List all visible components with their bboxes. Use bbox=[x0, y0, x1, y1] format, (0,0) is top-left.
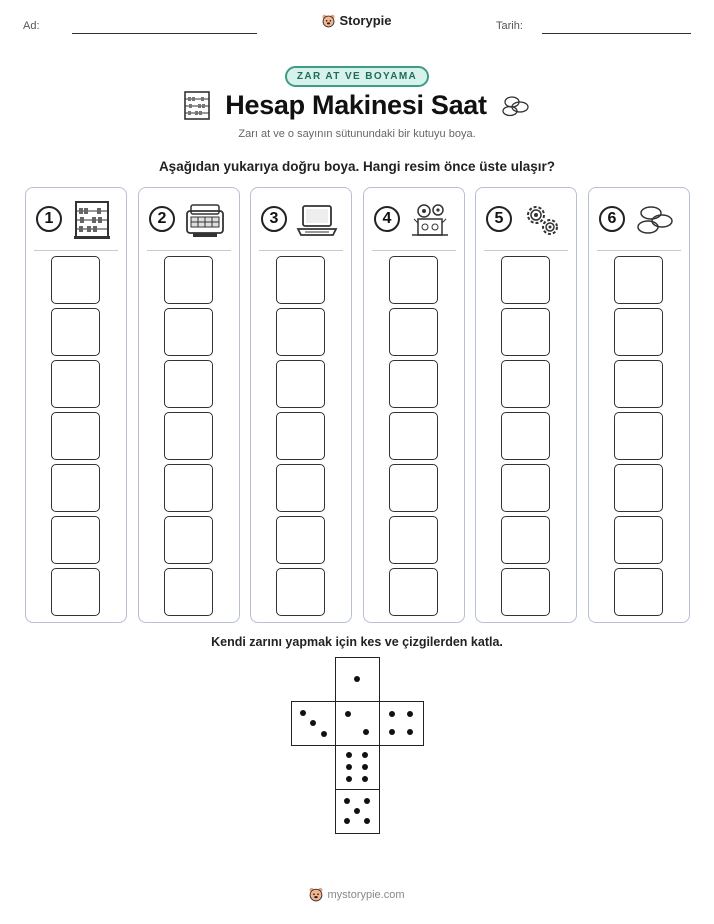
color-box[interactable] bbox=[164, 516, 213, 564]
dice-pip bbox=[389, 729, 395, 735]
color-box[interactable] bbox=[51, 360, 100, 408]
color-box[interactable] bbox=[51, 256, 100, 304]
color-box[interactable] bbox=[164, 308, 213, 356]
color-box[interactable] bbox=[389, 568, 438, 616]
column-header bbox=[139, 198, 239, 242]
color-box[interactable] bbox=[501, 360, 550, 408]
subtitle: Zarı at ve o sayının sütunundaki bir kutuyu boya. bbox=[238, 128, 476, 140]
column-divider bbox=[147, 250, 231, 251]
dice-pip bbox=[363, 729, 369, 735]
color-box[interactable] bbox=[501, 256, 550, 304]
color-box[interactable] bbox=[276, 568, 325, 616]
dice-pip bbox=[300, 710, 306, 716]
color-box[interactable] bbox=[389, 256, 438, 304]
column-1 bbox=[25, 187, 127, 623]
color-box[interactable] bbox=[51, 464, 100, 512]
column-divider bbox=[484, 250, 568, 251]
color-box[interactable] bbox=[614, 516, 663, 564]
dice-pip bbox=[321, 731, 327, 737]
color-box[interactable] bbox=[276, 360, 325, 408]
column-5 bbox=[475, 187, 577, 623]
date-label: Tarih: bbox=[496, 20, 523, 32]
color-box[interactable] bbox=[276, 256, 325, 304]
brand-logo bbox=[0, 13, 714, 33]
color-box[interactable] bbox=[501, 568, 550, 616]
color-box[interactable] bbox=[501, 412, 550, 460]
column-6 bbox=[588, 187, 690, 623]
dice-pip bbox=[345, 711, 351, 717]
color-box[interactable] bbox=[51, 516, 100, 564]
color-box[interactable] bbox=[501, 516, 550, 564]
color-box[interactable] bbox=[276, 412, 325, 460]
color-box[interactable] bbox=[389, 308, 438, 356]
cut-instruction: Kendi zarını yapmak için kes ve çizgilerden katla. bbox=[211, 635, 503, 649]
dice-face-4 bbox=[379, 701, 424, 746]
column-number: 6 bbox=[599, 206, 625, 232]
column-header bbox=[476, 198, 576, 242]
color-box[interactable] bbox=[51, 412, 100, 460]
dice-pip bbox=[346, 776, 352, 782]
color-box[interactable] bbox=[51, 568, 100, 616]
footer bbox=[0, 887, 714, 907]
laptop-icon bbox=[295, 199, 339, 241]
date-line[interactable] bbox=[542, 33, 691, 34]
stones-icon bbox=[501, 93, 531, 119]
color-box[interactable] bbox=[164, 412, 213, 460]
stones-icon bbox=[633, 199, 677, 241]
dice-pip bbox=[344, 798, 350, 804]
dice-face-5 bbox=[335, 789, 380, 834]
footer-url[interactable]: mystorypie.com bbox=[327, 888, 405, 901]
dice-pip bbox=[362, 776, 368, 782]
color-box[interactable] bbox=[164, 256, 213, 304]
dice-pip bbox=[346, 764, 352, 770]
color-box[interactable] bbox=[501, 308, 550, 356]
dice-face-3 bbox=[291, 701, 336, 746]
abacus-icon bbox=[70, 199, 114, 241]
color-box[interactable] bbox=[614, 256, 663, 304]
color-box[interactable] bbox=[164, 568, 213, 616]
bear-logo-icon bbox=[322, 14, 335, 28]
cash-register-icon bbox=[183, 199, 227, 241]
color-box[interactable] bbox=[276, 516, 325, 564]
dice-pip bbox=[354, 808, 360, 814]
dice-pip bbox=[364, 798, 370, 804]
column-header bbox=[26, 198, 126, 242]
color-box[interactable] bbox=[276, 308, 325, 356]
dice-pip bbox=[407, 711, 413, 717]
dice-pip bbox=[407, 729, 413, 735]
color-box[interactable] bbox=[389, 412, 438, 460]
color-box[interactable] bbox=[614, 360, 663, 408]
column-number: 3 bbox=[261, 206, 287, 232]
dice-face-1 bbox=[335, 657, 380, 702]
column-divider bbox=[34, 250, 118, 251]
column-2 bbox=[138, 187, 240, 623]
color-box[interactable] bbox=[614, 308, 663, 356]
activity-badge: ZAR AT VE BOYAMA bbox=[285, 66, 429, 87]
dice-pip bbox=[364, 818, 370, 824]
color-box[interactable] bbox=[389, 360, 438, 408]
color-box[interactable] bbox=[51, 308, 100, 356]
dice-pip bbox=[346, 752, 352, 758]
dice-pip bbox=[354, 676, 360, 682]
column-divider bbox=[259, 250, 343, 251]
column-header bbox=[589, 198, 689, 242]
abacus-icon bbox=[183, 91, 211, 121]
color-box[interactable] bbox=[389, 516, 438, 564]
column-header bbox=[251, 198, 351, 242]
column-number: 1 bbox=[36, 206, 62, 232]
title-row bbox=[0, 90, 714, 121]
dice-pip bbox=[389, 711, 395, 717]
dice-pip bbox=[344, 818, 350, 824]
column-number: 2 bbox=[149, 206, 175, 232]
column-header bbox=[364, 198, 464, 242]
column-number: 4 bbox=[374, 206, 400, 232]
brand-name: Storypie bbox=[339, 13, 392, 28]
gears-icon bbox=[520, 199, 564, 241]
column-4 bbox=[363, 187, 465, 623]
instruction: Aşağıdan yukarıya doğru boya. Hangi resim önce üste ulaşır? bbox=[158, 159, 556, 174]
dice-pip bbox=[362, 752, 368, 758]
color-box[interactable] bbox=[614, 464, 663, 512]
color-box[interactable] bbox=[164, 360, 213, 408]
gears-machine-icon bbox=[408, 199, 452, 241]
color-box[interactable] bbox=[614, 568, 663, 616]
column-divider bbox=[372, 250, 456, 251]
dice-pip bbox=[362, 764, 368, 770]
color-box[interactable] bbox=[501, 464, 550, 512]
color-box[interactable] bbox=[164, 464, 213, 512]
column-number: 5 bbox=[486, 206, 512, 232]
color-box[interactable] bbox=[276, 464, 325, 512]
name-line[interactable] bbox=[72, 33, 257, 34]
name-label: Ad: bbox=[23, 20, 40, 32]
column-3 bbox=[250, 187, 352, 623]
column-divider bbox=[597, 250, 681, 251]
color-box[interactable] bbox=[614, 412, 663, 460]
dice-face-2 bbox=[335, 701, 380, 746]
page-title: Hesap Makinesi Saat bbox=[225, 90, 487, 120]
dice-pip bbox=[310, 720, 316, 726]
color-box[interactable] bbox=[389, 464, 438, 512]
bear-logo-icon bbox=[309, 887, 323, 902]
dice-face-6 bbox=[335, 745, 380, 790]
